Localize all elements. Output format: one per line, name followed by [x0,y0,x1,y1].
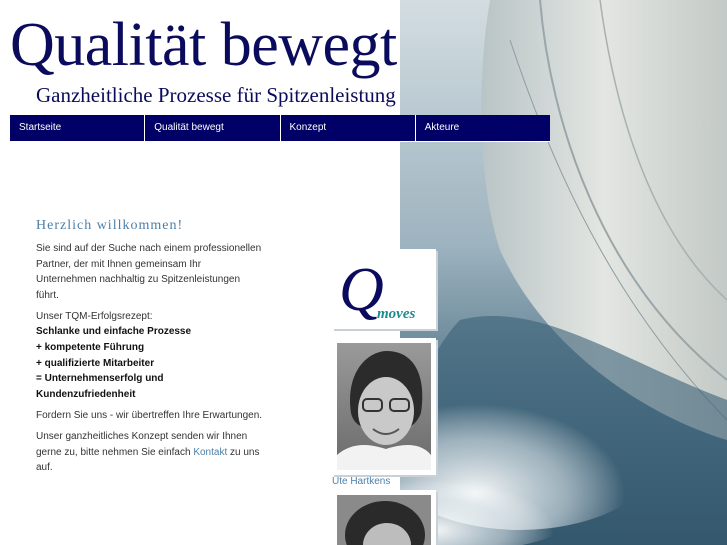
recipe-line: Schlanke und einfache Prozesse [36,326,192,338]
intro-paragraph: Sie sind auf der Suche nach einem professionellen Partner, der mit Ihnen gemeinsam Ihr Unternehmen nachhaltig zu Spitzenleistungen führt. [36,243,262,301]
recipe-intro: Unser TQM-Erfolgsrezept: [36,310,153,322]
recipe-line: + qualifizierte Mitarbeiter [36,357,155,369]
portrait-caption[interactable]: Ute Hartkens [332,476,391,487]
contact-link[interactable]: Kontakt [193,446,228,458]
main-content [36,241,264,481]
contact-text-before: Unser ganzheitliches Konzept senden wir Ihnen gerne zu, bitte nehmen Sie einfach [36,431,248,458]
recipe-line: = Unternehmenserfolg und Kundenzufriedenheit [36,373,164,400]
recipe-line: + kompetente Führung [36,342,145,354]
person-photo-icon [337,495,431,545]
main-navigation [10,115,550,142]
portrait-second-person[interactable] [332,490,436,545]
logo-word: moves [377,306,416,322]
site-title: Qualität bewegt [10,11,397,79]
portrait-ute-hartkens[interactable] [332,338,436,475]
qmoves-logo[interactable] [332,249,436,329]
logo-letter: Q [339,256,384,324]
person-photo-icon [337,343,431,470]
nav-item-qualitaet-bewegt[interactable]: Qualität bewegt [145,115,280,142]
nav-item-startseite[interactable]: Startseite [10,115,145,142]
recipe-paragraph [36,309,264,403]
contact-text-after: zu uns auf. [36,446,260,474]
sailboat-background-image [400,0,727,545]
challenge-paragraph: Fordern Sie uns - wir übertreffen Ihre Erwartungen. [36,409,263,421]
welcome-heading: Herzlich willkommen! [36,218,184,233]
qmoves-logo-icon [333,250,435,328]
contact-paragraph [36,429,264,476]
nav-item-konzept[interactable]: Konzept [281,115,416,142]
nav-item-akteure[interactable]: Akteure [416,115,550,142]
site-subtitle: Ganzheitliche Prozesse für Spitzenleistung [36,83,396,107]
